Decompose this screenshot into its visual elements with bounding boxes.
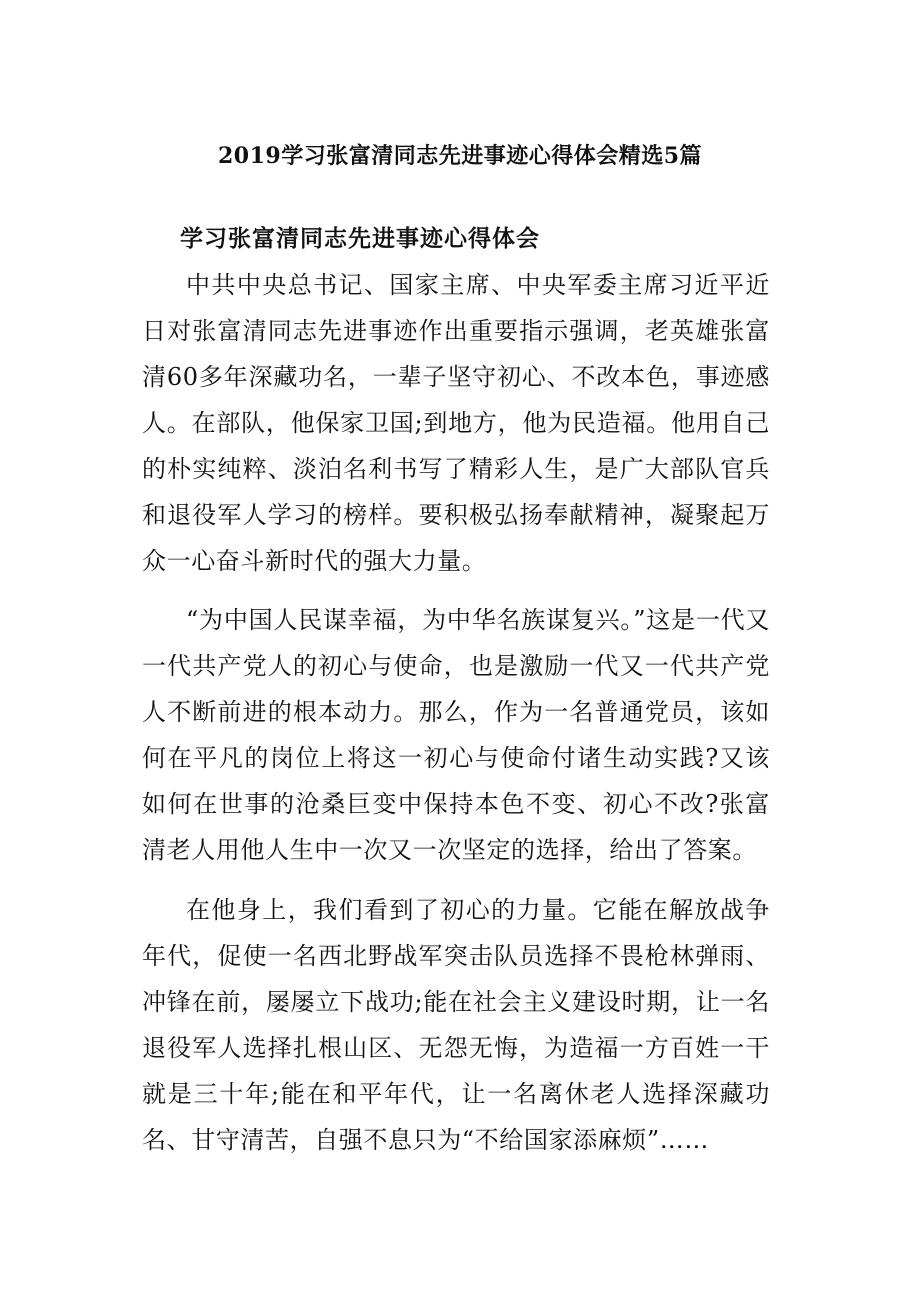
paragraph: 在他身上，我们看到了初心的力量。它能在解放战争年代，促使一名西北野战军突击队员选择不畏枪林弹雨、冲锋在前，屡屡立下战功;能在社会主义建设时期，让一名退役军人选择扎根山区、无怨无悔，为造福一方百姓一干就是三十年;能在和平年代，让一名离休老人选择深藏功名、甘守清苦，自强不息只为“不给国家添麻烦”…… (142, 896, 770, 1154)
paragraph: “为中国人民谋幸福，为中华名族谋复兴。”这是一代又一代共产党人的初心与使命，也是激励一代又一代共产党人不断前进的根本动力。那么，作为一名普通党员，该如何在平凡的岗位上将这一初心与使命付诸生动实践?又该如何在世事的沧桑巨变中保持本色不变、初心不改?张富清老人用他人生中一次又一次坚定的选择，给出了答案。 (142, 606, 770, 864)
document-title: 2019学习张富清同志先进事迹心得体会精选5篇 (217, 143, 703, 169)
paragraph: 中共中央总书记、国家主席、中央军委主席习近平近日对张富清同志先进事迹作出重要指示强调，老英雄张富清60多年深藏功名，一辈子坚守初心、不改本色，事迹感人。在部队，他保家卫国;到地方，他为民造福。他用自己的朴实纯粹、淡泊名利书写了精彩人生，是广大部队官兵和退役军人学习的榜样。要积极弘扬奉献精神，凝聚起万众一心奋斗新时代的强大力量。 (142, 271, 770, 575)
section-heading: 学习张富清同志先进事迹心得体会 (180, 225, 540, 252)
